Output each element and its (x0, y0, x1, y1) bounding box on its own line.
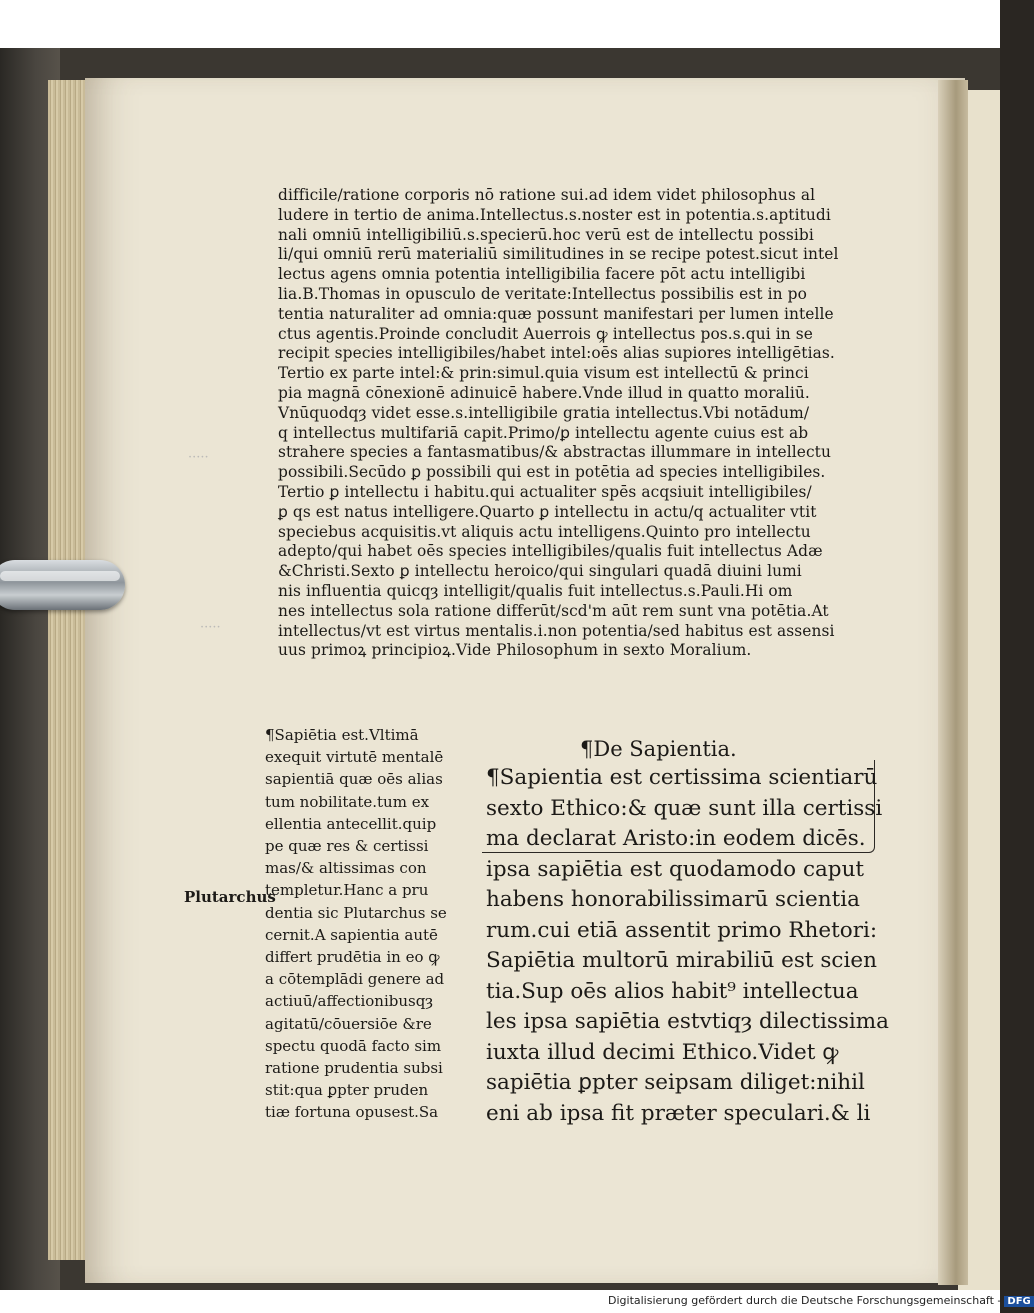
text-line: ellentia antecellit.quip (265, 814, 437, 833)
text-line: a cōtemplādi genere ad (265, 970, 445, 989)
text-line: rum.cui etiā assentit primo Rhetori: (486, 917, 878, 943)
text-line: nis influentia quicqȝ intelligit/qualis fuit intellectus.s.Pauli.Hi om (278, 581, 793, 600)
text-line: difficile/ratione corporis nō ratione sui.ad idem videt philosophus al (278, 186, 816, 204)
text-line: ma declarat Aristo:in eodem dicēs. (486, 826, 866, 851)
side-column-text (265, 724, 480, 1124)
text-line: ¶Sapiētia est.Vltimā (265, 726, 419, 744)
text-line: Tertio ꝑ intellectu i habitu.qui actualiter spēs acqsiuit intelligibiles/ (278, 482, 812, 501)
text-line: iuxta illud decimi Ethico.Videt ꝙ (486, 1039, 839, 1065)
text-line: tum nobilitate.tum ex (265, 792, 430, 811)
text-line: exequit virtutē mentalē (265, 748, 444, 767)
text-line: sapientiā quæ oēs alias (265, 770, 443, 789)
text-line: sexto Ethico:& quæ sunt illa certissi (486, 795, 883, 821)
text-line: q intellectus multifariā capit.Primo/ꝑ intellectu agente cuius est ab (278, 423, 809, 442)
dfg-logo: DFG (1004, 1296, 1033, 1307)
text-line: uus primoꝝ principioꝝ.Vide Philosophum in sexto Moralium. (278, 641, 752, 660)
show-through-text: ····· (200, 620, 221, 635)
text-line: cernit.A sapientia autē (265, 925, 438, 944)
text-line: tiæ fortuna opusest.Sa (265, 1103, 439, 1122)
text-line: strahere species a fantasmatibus/& abstractas illummare in intellectu (278, 443, 831, 462)
text-line: possibili.Secūdo ꝑ possibili qui est in potētia ad species intelligibiles. (278, 463, 826, 482)
page-clip (0, 560, 125, 610)
text-line: Vnūquodqȝ videt esse.s.intelligibile gratia intellectus.Vbi notādum/ (278, 403, 810, 422)
text-line: sapiētia ꝑpter seipsam diliget:nihil (486, 1070, 865, 1095)
text-line: ¶Sapientia est certissima scientiarū (486, 765, 878, 790)
text-line: Sapiētia multorū mirabiliū est scien (486, 948, 877, 973)
text-line: tentia naturaliter ad omnia:quæ possunt manifestari per lumen intelle (278, 304, 834, 323)
text-line: li/qui omniū rerū materialiū similitudines in se recipe potest.sicut intel (278, 245, 839, 264)
footer-text: Digitalisierung gefördert durch die Deutsche Forschungsgemeinschaft - (608, 1294, 1002, 1307)
text-line: agitatū/cōuersiōe &re (265, 1014, 432, 1033)
text-line: adepto/qui habet oēs species intelligibiles/qualis fuit intellectus Adæ (278, 542, 823, 561)
text-line: eni ab ipsa fit præter speculari.& li (486, 1100, 871, 1126)
text-line: mas/& altissimas con (265, 859, 427, 878)
text-line: differt prudētia in eo ꝙ (265, 948, 440, 967)
text-line: habens honorabilissimarū scientia (486, 887, 860, 912)
text-line: stit:qua ꝑpter pruden (265, 1081, 429, 1100)
text-line: lia.B.Thomas in opusculo de veritate:Intellectus possibilis est in po (278, 284, 807, 303)
digitization-footer (608, 1294, 1034, 1307)
text-line: intellectus/vt est virtus mentalis.i.non potentia/sed habitus est assensi (278, 621, 835, 640)
text-line: dentia sic Plutarchus se (265, 903, 447, 922)
large-text-block (486, 763, 889, 1129)
text-line: pe quæ res & certissi (265, 837, 429, 856)
text-line: actiuū/affectionibusqȝ (265, 992, 434, 1011)
text-line: Tertio ex parte intel:& prin:simul.quia visum est intellectū & princi (278, 364, 809, 383)
text-line: tia.Sup oēs alios habit⁹ intellectua (486, 978, 859, 1004)
margin-note: Plutarchus (184, 888, 276, 906)
show-through-text: ····· (188, 450, 209, 465)
text-line: &Christi.Sexto ꝑ intellectu heroico/qui singulari quadā diuini lumi (278, 562, 802, 581)
text-line: lectus agens omnia potentia intelligibilia facere pōt actu intelligibi (278, 265, 806, 284)
clip-highlight (0, 571, 120, 581)
text-line: nali omniū intelligibiliū.s.specierū.hoc verū est de intellectu possibi (278, 225, 814, 244)
text-line: nes intellectus sola ratione differūt/scd'm aūt rem sunt vna potētia.At (278, 601, 829, 620)
text-line: ludere in tertio de anima.Intellectus.s.noster est in potentia.s.aptitudi (278, 205, 831, 224)
text-line: spectu quodā facto sim (265, 1036, 442, 1055)
text-line: ctus agentis.Proinde concludit Auerrois ꝙ intellectus pos.s.qui in se (278, 324, 813, 343)
text-line: templetur.Hanc a pru (265, 881, 429, 900)
section-heading: ¶De Sapientia. (580, 737, 737, 761)
text-line: les ipsa sapiētia estvtiqȝ dilectissima (486, 1009, 889, 1034)
text-line: recipit species intelligibiles/habet intel:oēs alias supiores intelligētias. (278, 344, 835, 363)
book-gutter (938, 80, 968, 1285)
text-line: ꝑ qs est natus intelligere.Quarto ꝑ intellectu in actu/q actualiter vtit (278, 502, 817, 521)
text-line: speciebus acquisitis.vt aliquis actu intelligens.Quinto pro intellectu (278, 522, 811, 541)
main-text-block (278, 186, 873, 661)
text-line: ratione prudentia subsi (265, 1059, 443, 1078)
text-line: ipsa sapiētia est quodamodo caput (486, 856, 865, 882)
text-line: pia magnā cōnexionē adinuicē habere.Vnde illud in quatto moraliū. (278, 383, 810, 402)
